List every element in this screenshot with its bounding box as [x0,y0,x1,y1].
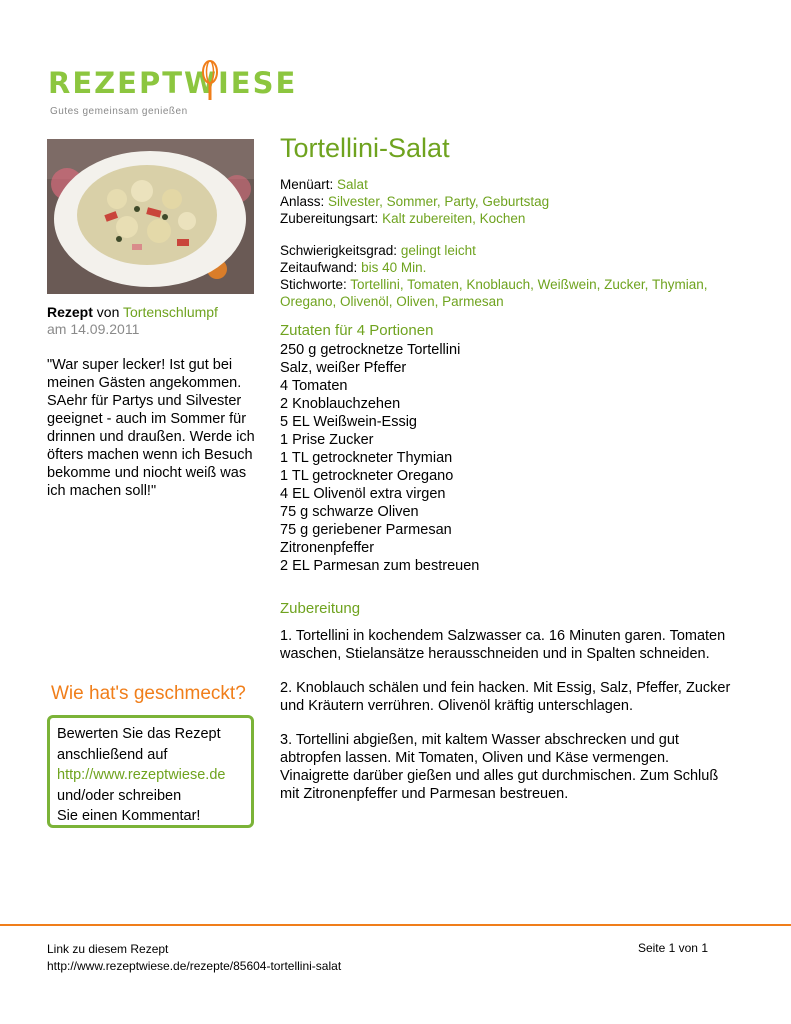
ingredient-item: 75 g schwarze Oliven [280,504,419,520]
recipe-title: Tortellini-Salat [280,133,450,163]
step-item: 3. Tortellini abgießen, mit kaltem Wasser abschrecken und gut abtropfen lassen. Mit Tomaten, Oliven und Käse vermengen. Vinaigrette darüber gießen und alles gut durchmischen. Zum Schluß mit Zitronenpfeffer und Parmesan bestreuen. [280,732,719,802]
meta-row: Menüart: Salat [280,177,368,192]
author-comment: "War super lecker! Ist gut bei meinen Gästen angekommen. SAehr für Partys und Silvester geeignet - auch im Sommer für drinnen und draußen. Werde ich öfters machen wenn ich Besuch bekomme und niocht weiß was ich machen soll!" [47,357,255,499]
ingredient-item: 2 Knoblauchzehen [280,396,401,412]
recipe-meta-details [280,242,707,310]
rating-text-line: Bewerten Sie das Rezept [57,726,221,742]
ingredient-item: 4 Tomaten [280,378,348,394]
meta-row: Schwierigkeitsgrad: gelingt leicht [280,243,476,258]
preparation-heading: Zubereitung [280,600,361,617]
ingredient-item: 1 TL getrockneter Oregano [280,468,454,484]
recipe-photo [47,139,254,294]
ingredient-item: 1 TL getrockneter Thymian [280,450,453,466]
meta-row: Oregano, Olivenöl, Oliven, Parmesan [280,294,504,309]
ingredient-item: 2 EL Parmesan zum bestreuen [280,558,480,574]
preparation-steps [280,627,740,819]
rating-text-line: Sie einen Kommentar! [57,808,201,824]
ingredient-item: Salz, weißer Pfeffer [280,360,407,376]
step-item: 2. Knoblauch schälen und fein hacken. Mit Essig, Salz, Pfeffer, Zucker und Kräutern verrühren. Olivenöl kräftig unterschlagen. [280,680,731,714]
whisk-icon [198,60,222,104]
recipe-date: am 14.09.2011 [47,321,140,337]
meta-row: Zubereitungsart: Kalt zubereiten, Kochen [280,211,526,226]
rezeptwiese-link[interactable]: http://www.rezeptwiese.de [57,767,226,783]
meta-row: Zeitaufwand: bis 40 Min. [280,260,427,275]
ingredients-heading: Zutaten für 4 Portionen [280,322,434,339]
page-number: Seite 1 von 1 [637,941,708,955]
ingredient-item: 1 Prise Zucker [280,432,374,448]
footer-divider [0,924,791,926]
author-link[interactable]: Tortenschlumpf [123,304,218,320]
rating-box [47,715,254,828]
salad-plate-image [47,139,254,294]
ingredient-item: 75 g geriebener Parmesan [280,522,452,538]
step-item: 1. Tortellini in kochendem Salzwasser ca. 16 Minuten garen. Tomaten waschen, Stielansätze herausschneiden und in Spalten schneiden. [280,628,726,662]
ingredient-item: 5 EL Weißwein-Essig [280,414,417,430]
ingredients-list [280,341,479,575]
ingredient-item: 250 g getrocknetze Tortellini [280,342,461,358]
footer-link-block [47,941,341,975]
rezept-label: Rezept [47,304,93,320]
rating-text-line: und/oder schreiben [57,787,182,804]
rating-heading: Wie hat's geschmeckt? [51,683,246,704]
footer-url[interactable]: http://www.rezeptwiese.de/rezepte/85604-tortellini-salat [47,959,342,973]
footer-link-label: Link zu diesem Rezept [47,942,169,956]
rating-text-line: anschließend auf [57,746,168,763]
meta-row: Stichworte: Tortellini, Tomaten, Knoblauch, Weißwein, Zucker, Thymian, [280,277,708,292]
recipe-meta [280,176,549,227]
logo-wordmark: REZEPTWIESE [48,66,298,100]
recipe-author-line [47,303,218,321]
ingredient-item: Zitronenpfeffer [280,540,375,556]
ingredient-item: 4 EL Olivenöl extra virgen [280,486,446,502]
logo-tagline: Gutes gemeinsam genießen [50,106,188,117]
site-logo[interactable] [48,66,298,124]
von-label: von [96,304,120,320]
meta-row: Anlass: Silvester, Sommer, Party, Geburtstag [280,194,550,209]
